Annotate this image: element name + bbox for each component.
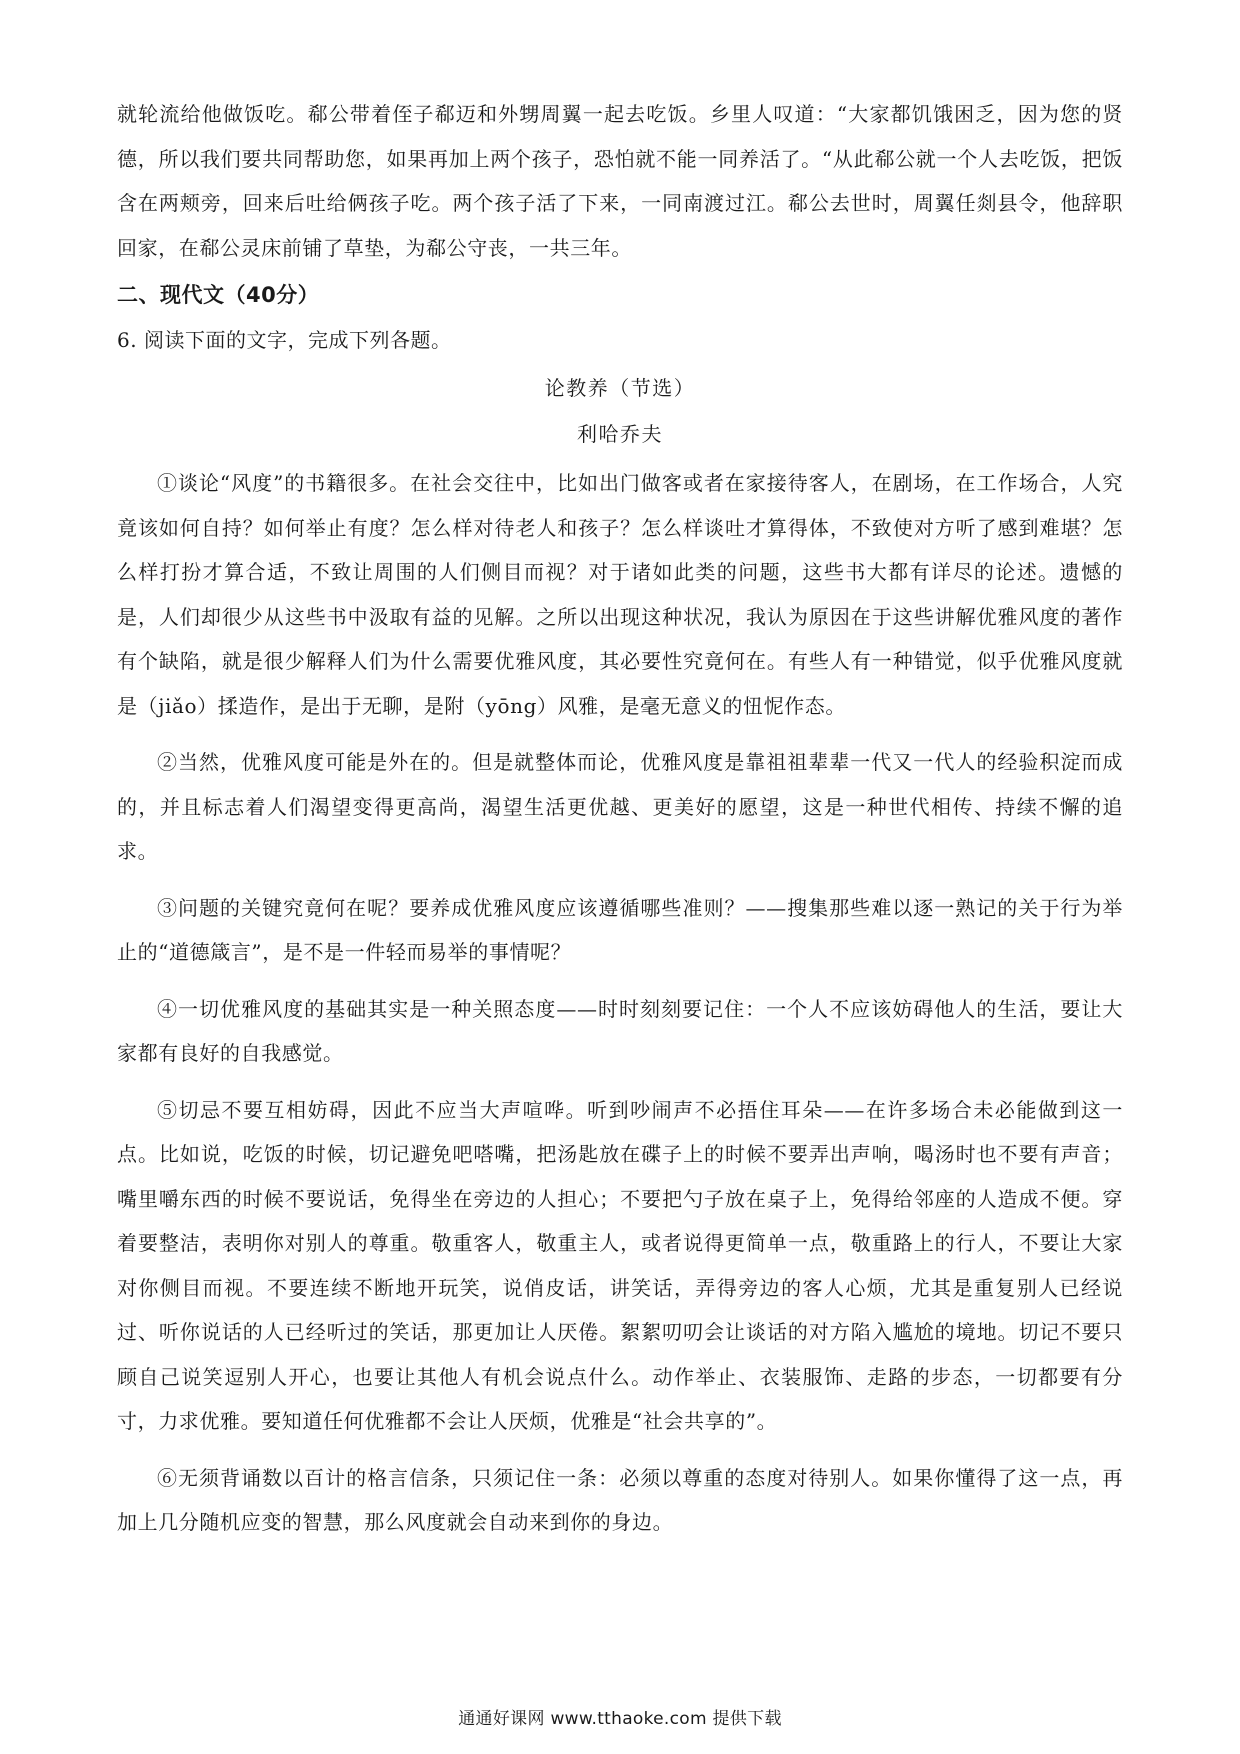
- article-paragraph-6: ⑥无须背诵数以百计的格言信条，只须记住一条：必须以尊重的态度对待别人。如果你懂得了这一点，再加上几分随机应变的智慧，那么风度就会自动来到你的身边。: [117, 1465, 1123, 1534]
- article-paragraph-2: ②当然，优雅风度可能是外在的。但是就整体而论，优雅风度是靠祖祖辈辈一代又一代人的经验积淀而成的，并且标志着人们渴望变得更高尚，渴望生活更优越、更美好的愿望，这是一种世代相传、持续不懈的追求。: [117, 750, 1123, 863]
- article-paragraph-5: ⑤切忌不要互相妨碍，因此不应当大声喧哗。听到吵闹声不必捂住耳朵——在许多场合未必能做到这一点。比如说，吃饭的时候，切记避免吧嗒嘴，把汤匙放在碟子上的时候不要弄出声响，喝汤时也不要有声音；嘴里嚼东西的时候不要说话，免得坐在旁边的人担心；不要把勺子放在桌子上，免得给邻座的人造成不便。穿着要整洁，表明你对别人的尊重。敬重客人，敬重主人，或者说得更简单一点，敬重路上的行人，不要让大家对你侧目而视。不要连续不断地开玩笑，说俏皮话，讲笑话，弄得旁边的客人心烦，尤其是重复别人已经说过、听你说话的人已经听过的笑话，那更加让人厌倦。絮絮叨叨会让谈话的对方陷入尴尬的境地。切记不要只顾自己说笑逗别人开心，也要让其他人有机会说点什么。动作举止、衣装服饰、走路的步态，一切都要有分寸，力求优雅。要知道任何优雅都不会让人厌烦，优雅是“社会共享的”。: [117, 1097, 1123, 1433]
- article-paragraph-1: ①谈论“风度”的书籍很多。在社会交往中，比如出门做客或者在家接待客人，在剧场，在工作场合，人究竟该如何自持？如何举止有度？怎么样对待老人和孩子？怎么样谈吐才算得体，不致使对方听了感到难堪？怎么样打扮才算合适，不致让周围的人们侧目而视？对于诸如此类的问题，这些书大都有详尽的论述。遗憾的是，人们却很少从这些书中汲取有益的见解。之所以出现这种状况，我认为原因在于这些讲解优雅风度的著作有个缺陷，就是很少解释人们为什么需要优雅风度，其必要性究竟何在。有些人有一种错觉，似乎优雅风度就是（jiǎo）揉造作，是出于无聊，是附（yōng）风雅，是毫无意义的忸怩作态。: [117, 471, 1123, 718]
- question-prompt: 6. 阅读下面的文字，完成下列各题。: [117, 328, 452, 352]
- article-title: 论教养（节选）: [544, 376, 696, 400]
- page-content: [117, 92, 1123, 1557]
- article-paragraph-4: ④一切优雅风度的基础其实是一种关照态度——时时刻刻要记住：一个人不应该妨碍他人的生活，要让大家都有良好的自我感觉。: [117, 996, 1123, 1065]
- page-footer: 通通好课网 www.tthaoke.com 提供下载: [458, 1709, 782, 1729]
- article-author: 利哈乔夫: [577, 422, 663, 446]
- section-heading: 二、现代文（40分）: [117, 283, 320, 307]
- article-paragraph-3: ③问题的关键究竟何在呢？要养成优雅风度应该遵循哪些准则？——搜集那些难以逐一熟记的关于行为举止的“道德箴言”，是不是一件轻而易举的事情呢？: [117, 895, 1123, 964]
- translation-continuation-paragraph: 就轮流给他做饭吃。郗公带着侄子郗迈和外甥周翼一起去吃饭。乡里人叹道：“大家都饥饿困乏，因为您的贤德，所以我们要共同帮助您，如果再加上两个孩子，恐怕就不能一同养活了。“从此郗公就一个人去吃饭，把饭含在两颊旁，回来后吐给俩孩子吃。两个孩子活了下来，一同南渡过江。郗公去世时，周翼任剡县令，他辞职回家，在郗公灵床前铺了草垫，为郗公守丧，一共三年。: [117, 102, 1123, 260]
